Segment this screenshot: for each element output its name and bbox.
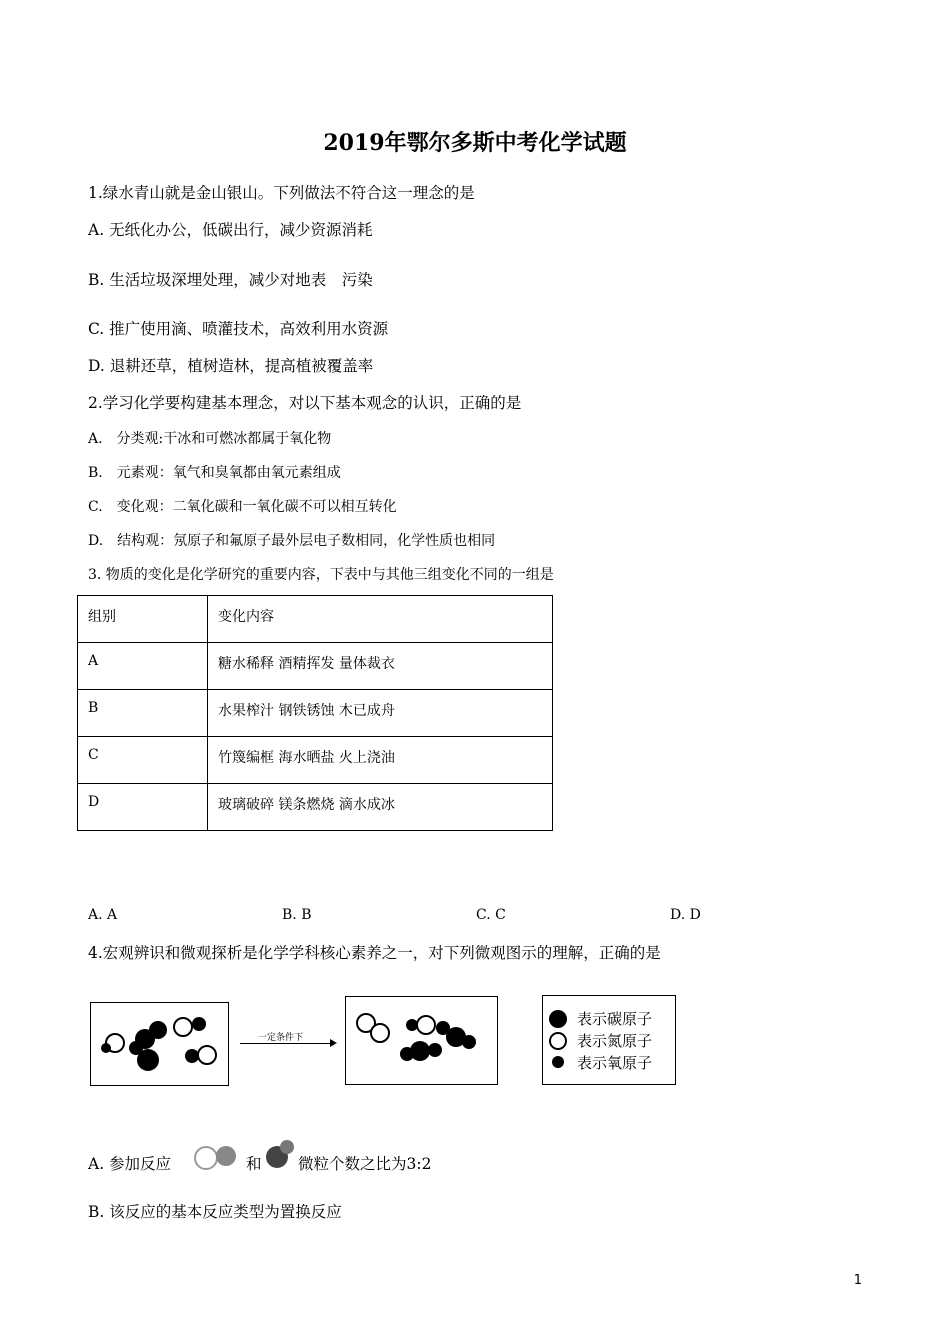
q3-option-d: D. D — [670, 907, 701, 923]
table-row — [78, 643, 553, 690]
arrow-right-icon — [330, 1039, 337, 1047]
carbon-atom — [410, 1041, 430, 1061]
table-header: 组别 — [78, 596, 208, 643]
oxygen-atom — [192, 1017, 206, 1031]
table-cell: 竹篾编框 海水晒盐 火上浇油 — [208, 737, 553, 784]
q1-option-a: A. 无纸化办公，低碳出行，减少资源消耗 — [88, 221, 373, 239]
table-cell: 玻璃破碎 镁条燃烧 滴水成冰 — [208, 784, 553, 831]
oxygen-legend-icon — [552, 1056, 564, 1068]
nitrogen-atom — [173, 1017, 193, 1037]
table-cell: B — [78, 690, 208, 737]
table-cell: C — [78, 737, 208, 784]
q1-stem: 1.绿水青山就是金山银山。下列做法不符合这一理念的是 — [88, 184, 475, 202]
nitrogen-atom — [197, 1045, 217, 1065]
reaction-arrow-line — [240, 1043, 332, 1044]
no-molecule-icon — [216, 1146, 236, 1166]
q4-option-b: B. 该反应的基本反应类型为置换反应 — [88, 1203, 342, 1221]
table-row — [78, 737, 553, 784]
q1-option-c: C. 推广使用滴、喷灌技术，高效利用水资源 — [88, 320, 389, 338]
q4-option-a-mid: 和 — [246, 1155, 262, 1173]
page-number: 1 — [853, 1273, 862, 1288]
table-row — [78, 690, 553, 737]
oxygen-atom — [149, 1021, 167, 1039]
legend-nitrogen-label: 表示氮原子 — [577, 1032, 653, 1050]
table-header: 变化内容 — [208, 596, 553, 643]
q3-table — [77, 595, 553, 831]
table-cell: D — [78, 784, 208, 831]
nitrogen-atom — [416, 1015, 436, 1035]
oxygen-atom — [101, 1043, 111, 1053]
q3-stem: 3. 物质的变化是化学研究的重要内容，下表中与其他三组变化不同的一组是 — [88, 567, 554, 583]
q3-option-b: B. B — [282, 907, 312, 923]
co-molecule-icon — [280, 1140, 294, 1154]
table-cell: 糖水稀释 酒精挥发 量体裁衣 — [208, 643, 553, 690]
legend-box — [542, 995, 676, 1085]
products-diagram — [345, 996, 498, 1085]
q2-option-c: C. 变化观：二氧化碳和一氧化碳不可以相互转化 — [88, 499, 397, 515]
q3-option-c: C. C — [476, 907, 506, 923]
table-cell: A — [78, 643, 208, 690]
q4-option-a-suffix: 微粒个数之比为3:2 — [298, 1155, 432, 1173]
table-row — [78, 784, 553, 831]
legend-carbon-label: 表示碳原子 — [577, 1010, 653, 1028]
table-cell: 水果榨汁 钢铁锈蚀 木已成舟 — [208, 690, 553, 737]
q4-stem: 4.宏观辨识和微观探析是化学学科核心素养之一，对下列微观图示的理解，正确的是 — [88, 944, 661, 962]
q3-option-a: A. A — [88, 907, 118, 923]
reactants-diagram — [90, 1002, 229, 1086]
table-header-row — [78, 596, 553, 643]
legend-oxygen-label: 表示氧原子 — [577, 1054, 653, 1072]
q2-stem: 2.学习化学要构建基本理念，对以下基本观念的认识，正确的是 — [88, 394, 522, 412]
oxygen-atom — [462, 1035, 476, 1049]
q4-option-a-prefix: A. 参加反应 — [88, 1155, 172, 1173]
oxygen-atom — [428, 1043, 442, 1057]
carbon-atom — [137, 1049, 159, 1071]
q2-option-d: D. 结构观：氖原子和氟原子最外层电子数相同，化学性质也相同 — [88, 533, 496, 549]
nitrogen-atom — [370, 1023, 390, 1043]
q2-option-b: B. 元素观：氧气和臭氧都由氧元素组成 — [88, 465, 341, 481]
q1-option-b: B. 生活垃圾深埋处理，减少对地表 污染 — [88, 271, 373, 289]
carbon-legend-icon — [549, 1010, 567, 1028]
no-molecule-icon — [194, 1146, 218, 1170]
page-title: 2019年鄂尔多斯中考化学试题 — [323, 130, 627, 156]
q1-option-d: D. 退耕还草，植树造林，提高植被覆盖率 — [88, 357, 374, 375]
nitrogen-legend-icon — [549, 1032, 567, 1050]
q2-option-a: A. 分类观:干冰和可燃冰都属于氧化物 — [88, 431, 332, 447]
reaction-condition: 一定条件下 — [258, 1033, 304, 1043]
